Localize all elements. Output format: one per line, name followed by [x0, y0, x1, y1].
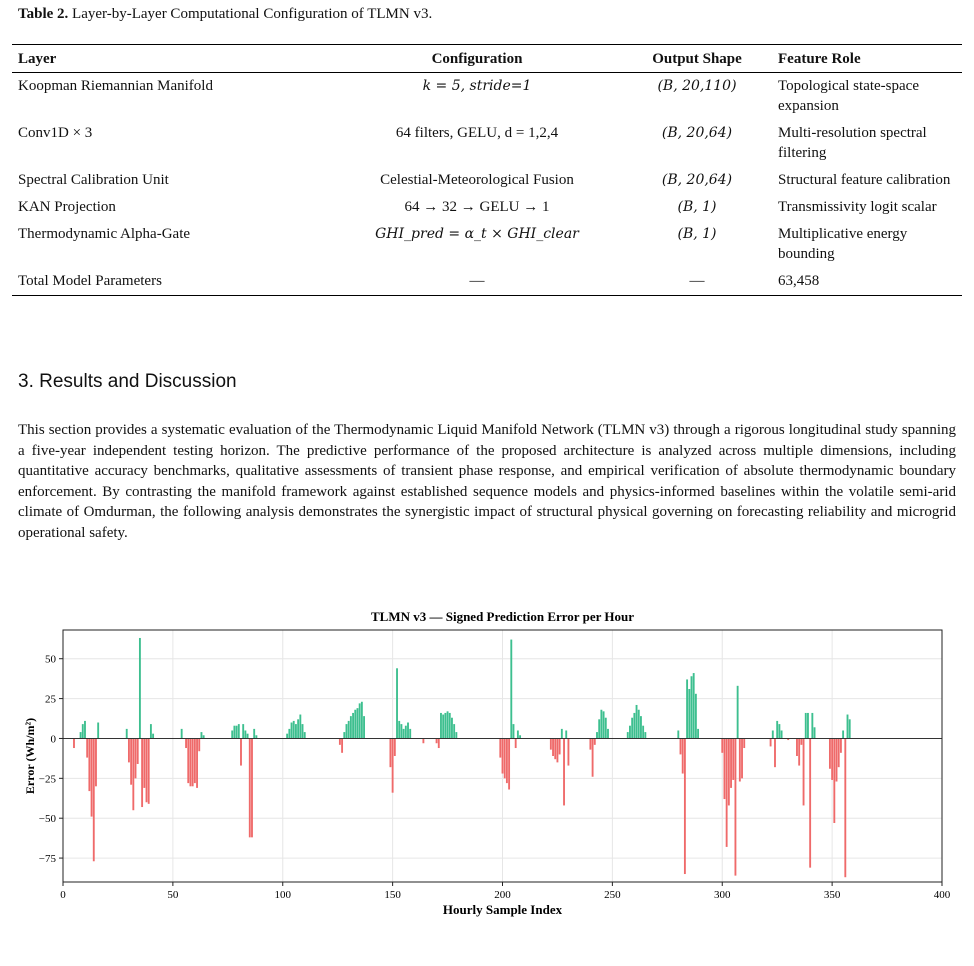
- bar-positive: [596, 732, 598, 738]
- bar-positive: [449, 713, 451, 739]
- bar-positive: [451, 718, 453, 739]
- y-tick-label: −50: [38, 813, 56, 826]
- bar-negative: [798, 738, 800, 765]
- bar-negative: [721, 738, 723, 752]
- bar-positive: [807, 713, 809, 739]
- bar-positive: [453, 724, 455, 738]
- bar-positive: [565, 730, 567, 738]
- bar-positive: [517, 730, 519, 738]
- y-axis-ticks: [39, 654, 63, 865]
- bar-positive: [84, 721, 86, 739]
- bar-negative: [148, 738, 150, 803]
- bar-positive: [350, 716, 352, 738]
- bar-positive: [304, 732, 306, 738]
- cell-configuration: —: [332, 268, 622, 296]
- bar-positive: [811, 713, 813, 739]
- bar-positive: [288, 729, 290, 739]
- bar-negative: [796, 738, 798, 756]
- bar-positive: [359, 703, 361, 738]
- cell-output-shape: —: [622, 268, 772, 296]
- bar-negative: [141, 738, 143, 807]
- cell-layer: Koopman Riemannian Manifold: [18, 78, 213, 94]
- bar-positive: [363, 716, 365, 738]
- y-tick-label: −25: [38, 773, 56, 786]
- bar-positive: [126, 729, 128, 739]
- bar-positive: [510, 640, 512, 739]
- cell-configuration: GHI_pred = α_t × GHI_clear: [375, 226, 579, 242]
- bar-negative: [743, 738, 745, 748]
- bar-positive: [444, 713, 446, 739]
- bar-negative: [803, 738, 805, 805]
- bar-negative: [194, 738, 196, 783]
- bar-negative: [741, 738, 743, 778]
- y-tick-label: 50: [45, 653, 56, 666]
- bar-negative: [502, 738, 504, 773]
- bar-positive: [847, 715, 849, 739]
- bar-positive: [778, 724, 780, 738]
- table-row: [12, 167, 962, 194]
- cell-configuration: Celestial-Meteorological Fusion: [380, 172, 574, 188]
- bar-positive: [693, 673, 695, 738]
- bar-positive: [627, 732, 629, 738]
- bar-negative: [249, 738, 251, 837]
- chart-bars: [73, 638, 851, 877]
- bar-positive: [409, 729, 411, 739]
- bar-negative: [506, 738, 508, 783]
- cell-configuration: k = 5, stride=1: [422, 78, 532, 94]
- bar-positive: [697, 729, 699, 739]
- bar-negative: [554, 738, 556, 759]
- bar-negative: [389, 738, 391, 767]
- bar-negative: [726, 738, 728, 846]
- x-tick-label: 400: [933, 889, 951, 901]
- bar-negative: [392, 738, 394, 792]
- bar-negative: [730, 738, 732, 787]
- bar-positive: [354, 710, 356, 739]
- bar-positive: [247, 734, 249, 739]
- bar-positive: [244, 730, 246, 738]
- bar-negative: [728, 738, 730, 805]
- bar-positive: [772, 730, 774, 738]
- bar-negative: [128, 738, 130, 762]
- bar-positive: [629, 726, 631, 739]
- bar-positive: [513, 724, 515, 738]
- bar-negative: [196, 738, 198, 787]
- cell-feature-role: 63,458: [772, 268, 962, 296]
- table-row: [12, 268, 962, 296]
- bar-positive: [396, 668, 398, 738]
- bar-negative: [563, 738, 565, 805]
- bar-negative: [339, 738, 341, 744]
- bar-negative: [508, 738, 510, 789]
- bar-negative: [809, 738, 811, 867]
- header-feature-role: Feature Role: [772, 45, 962, 73]
- bar-negative: [198, 738, 200, 751]
- bar-negative: [831, 738, 833, 779]
- cell-output-shape: (B, 20,110): [657, 78, 737, 94]
- bar-positive: [849, 719, 851, 738]
- cell-feature-role: Topological state-space expansion: [778, 78, 919, 114]
- x-tick-label: 350: [823, 889, 841, 901]
- bar-positive: [781, 730, 783, 738]
- bar-negative: [838, 738, 840, 767]
- bar-positive: [405, 726, 407, 739]
- bar-positive: [291, 723, 293, 739]
- bar-positive: [605, 718, 607, 739]
- table-caption: [18, 6, 432, 23]
- bar-negative: [557, 738, 559, 762]
- bar-positive: [139, 638, 141, 738]
- bar-positive: [455, 732, 457, 738]
- bar-negative: [436, 738, 438, 743]
- bar-positive: [398, 721, 400, 739]
- bar-negative: [73, 738, 75, 748]
- bar-positive: [688, 689, 690, 738]
- bar-positive: [357, 708, 359, 738]
- bar-negative: [190, 738, 192, 786]
- bar-positive: [842, 730, 844, 738]
- cell-layer: Conv1D × 3: [18, 125, 93, 141]
- bar-negative: [187, 738, 189, 783]
- chart-svg: [0, 600, 974, 961]
- bar-negative: [724, 738, 726, 799]
- bar-positive: [82, 724, 84, 738]
- bar-negative: [341, 738, 343, 752]
- y-tick-label: −75: [38, 853, 56, 866]
- bar-positive: [97, 723, 99, 739]
- cell-configuration: 64 → 32 → GELU → 1: [404, 199, 550, 215]
- table-row: [12, 221, 962, 268]
- bar-negative: [800, 738, 802, 744]
- bar-negative: [732, 738, 734, 779]
- bar-positive: [236, 726, 238, 739]
- bar-negative: [552, 738, 554, 756]
- bar-positive: [361, 702, 363, 739]
- bar-positive: [561, 729, 563, 739]
- cell-output-shape: (B, 20,64): [661, 172, 733, 188]
- bar-negative: [559, 738, 561, 754]
- bar-positive: [231, 730, 233, 738]
- bar-negative: [95, 738, 97, 786]
- bar-positive: [695, 694, 697, 739]
- x-axis-label: Hourly Sample Index: [442, 902, 563, 917]
- cell-feature-role: Multi-resolution spectral filtering: [778, 125, 927, 161]
- bar-positive: [150, 724, 152, 738]
- bar-positive: [233, 726, 235, 739]
- table-caption-label: Table 2.: [18, 6, 69, 22]
- bar-positive: [776, 721, 778, 739]
- config-table: [12, 44, 962, 296]
- cell-configuration: 64 filters, GELU, d = 1,2,4: [395, 125, 559, 141]
- x-tick-label: 50: [167, 889, 179, 901]
- bar-negative: [833, 738, 835, 823]
- bar-negative: [240, 738, 242, 765]
- bar-negative: [394, 738, 396, 756]
- bar-positive: [442, 715, 444, 739]
- bar-positive: [737, 686, 739, 739]
- bar-negative: [185, 738, 187, 748]
- bar-negative: [93, 738, 95, 861]
- bar-negative: [88, 738, 90, 791]
- bar-negative: [589, 738, 591, 749]
- bar-negative: [438, 738, 440, 748]
- bar-positive: [403, 729, 405, 739]
- bar-positive: [400, 724, 402, 738]
- body-paragraph: This section provides a systematic evaluation of the Thermodynamic Liquid Manifold Network (TLMN v3) through a rigorous longitudinal study spanning a five-year independent testing horizon. The predictive performance of the proposed architecture is analyzed across multiple dimensions, including quantitative accuracy benchmarks, qualitative assessments of transient phase response, and empirical verification of absolute thermodynamic boundary enforcement. By contrasting the manifold framework against established sequence models and physics-informed baselines within the volatile semi-arid climate of Omdurman, the following analysis demonstrates the synergistic impact of structural physical governing on forecasting reliability and microgrid operational safety.: [18, 422, 956, 541]
- bar-positive: [633, 713, 635, 739]
- table-row: [12, 120, 962, 167]
- cell-output-shape: (B, 1): [677, 226, 717, 242]
- bar-negative: [829, 738, 831, 768]
- cell-feature-role: Structural feature calibration: [778, 172, 951, 188]
- bar-positive: [348, 721, 350, 739]
- bar-positive: [299, 715, 301, 739]
- bar-positive: [638, 710, 640, 739]
- bar-negative: [146, 738, 148, 802]
- bar-positive: [440, 713, 442, 739]
- table-row: [12, 194, 962, 221]
- cell-output-shape: (B, 1): [677, 199, 717, 215]
- bar-negative: [137, 738, 139, 764]
- bar-positive: [603, 711, 605, 738]
- bar-positive: [607, 729, 609, 739]
- bar-negative: [143, 738, 145, 787]
- bar-negative: [86, 738, 88, 757]
- bar-positive: [80, 732, 82, 738]
- bar-positive: [286, 734, 288, 739]
- bar-positive: [600, 710, 602, 739]
- cell-layer: KAN Projection: [18, 199, 116, 215]
- bar-positive: [238, 724, 240, 738]
- bar-negative: [499, 738, 501, 757]
- bar-negative: [515, 738, 517, 748]
- bar-positive: [644, 732, 646, 738]
- bar-positive: [407, 723, 409, 739]
- bar-positive: [302, 724, 304, 738]
- bar-positive: [642, 726, 644, 739]
- bar-positive: [814, 727, 816, 738]
- bar-negative: [550, 738, 552, 749]
- bar-negative: [770, 738, 772, 746]
- chart-title: TLMN v3 — Signed Prediction Error per Hour: [370, 609, 635, 624]
- bar-negative: [132, 738, 134, 810]
- bar-positive: [343, 732, 345, 738]
- header-configuration: Configuration: [332, 45, 622, 73]
- cell-layer: Thermodynamic Alpha-Gate: [18, 226, 191, 242]
- bar-positive: [352, 713, 354, 739]
- bar-positive: [152, 734, 154, 739]
- bar-negative: [682, 738, 684, 773]
- bar-positive: [636, 705, 638, 738]
- bar-negative: [684, 738, 686, 874]
- table-header-row: [12, 45, 962, 73]
- cell-output-shape: (B, 20,64): [661, 125, 733, 141]
- bar-negative: [836, 738, 838, 781]
- x-tick-label: 300: [714, 889, 731, 901]
- bar-positive: [805, 713, 807, 739]
- section-title: 3. Results and Discussion: [18, 371, 237, 392]
- bar-negative: [680, 738, 682, 754]
- x-tick-label: 0: [60, 889, 66, 901]
- bar-negative: [774, 738, 776, 767]
- x-tick-label: 250: [604, 889, 621, 901]
- x-tick-label: 200: [494, 889, 511, 901]
- cell-layer: Total Model Parameters: [12, 268, 332, 296]
- y-axis-label: Error (Wh/m²): [23, 717, 37, 795]
- bar-positive: [691, 676, 693, 738]
- bar-positive: [686, 679, 688, 738]
- bar-negative: [504, 738, 506, 778]
- table-caption-text: Layer-by-Layer Computational Configuration of TLMN v3.: [72, 6, 433, 22]
- cell-feature-role: Multiplicative energy bounding: [778, 226, 908, 262]
- bar-positive: [640, 716, 642, 738]
- bar-positive: [631, 718, 633, 739]
- bar-negative: [135, 738, 137, 778]
- bar-positive: [346, 724, 348, 738]
- header-output-shape: Output Shape: [622, 45, 772, 73]
- bar-negative: [844, 738, 846, 877]
- bar-negative: [422, 738, 424, 743]
- cell-layer: Spectral Calibration Unit: [18, 172, 169, 188]
- bar-positive: [677, 730, 679, 738]
- x-axis-ticks: [60, 882, 951, 901]
- bar-positive: [242, 724, 244, 738]
- bar-positive: [598, 719, 600, 738]
- x-tick-label: 150: [384, 889, 401, 901]
- bar-positive: [201, 732, 203, 738]
- bar-positive: [293, 721, 295, 739]
- x-tick-label: 100: [274, 889, 291, 901]
- bar-positive: [295, 724, 297, 738]
- bar-positive: [297, 719, 299, 738]
- bar-negative: [840, 738, 842, 752]
- bar-negative: [567, 738, 569, 765]
- bar-positive: [447, 711, 449, 738]
- bar-negative: [91, 738, 93, 816]
- bar-negative: [592, 738, 594, 776]
- bar-negative: [251, 738, 253, 837]
- cell-feature-role: Transmissivity logit scalar: [778, 199, 937, 215]
- header-layer: Layer: [12, 45, 332, 73]
- bar-negative: [739, 738, 741, 781]
- bar-negative: [735, 738, 737, 875]
- bar-negative: [130, 738, 132, 784]
- bar-positive: [253, 729, 255, 739]
- bar-positive: [181, 729, 183, 739]
- y-tick-label: 0: [50, 733, 56, 746]
- table-row: [12, 73, 962, 121]
- bar-negative: [192, 738, 194, 786]
- bar-negative: [594, 738, 596, 744]
- y-tick-label: 25: [45, 693, 56, 706]
- error-chart: [0, 600, 974, 961]
